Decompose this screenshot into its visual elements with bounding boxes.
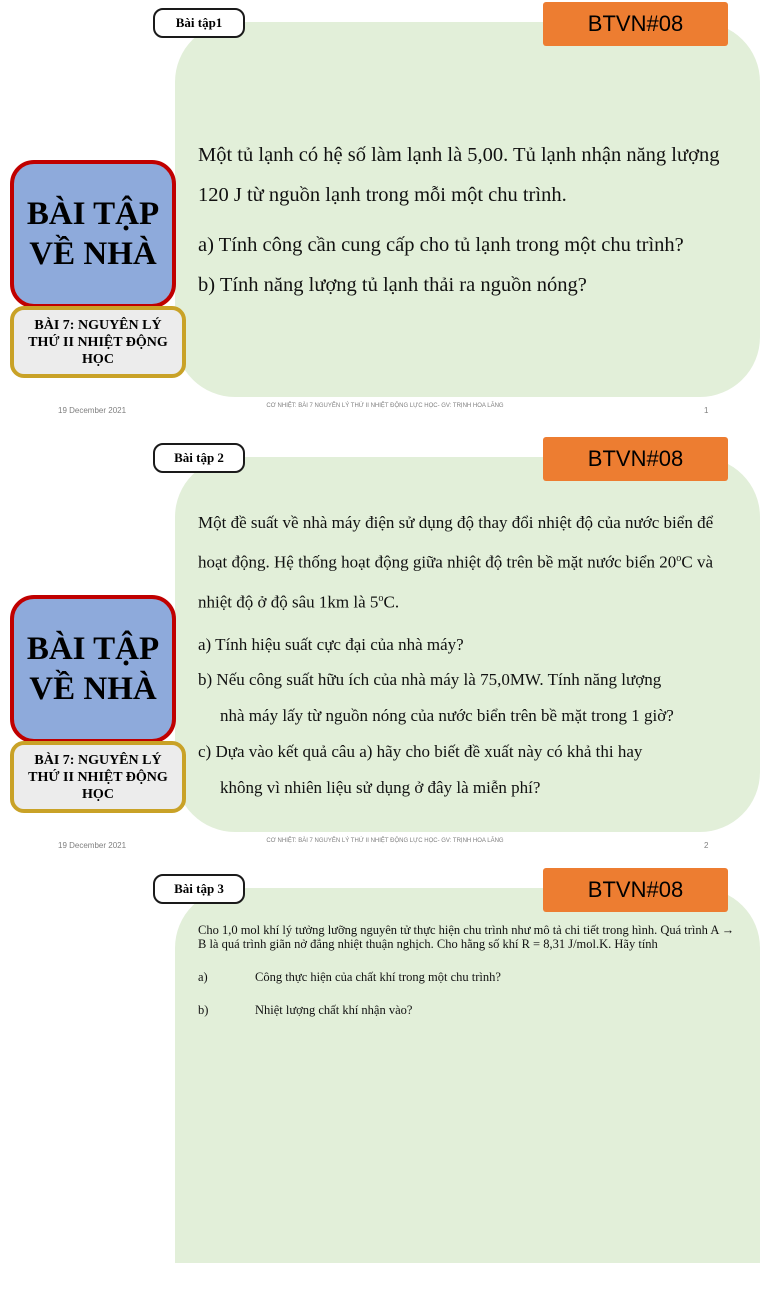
footer-text: CƠ NHIỆT: BÀI 7 NGUYÊN LÝ THỨ II NHIỆT ĐỘNG LỰC HỌC- GV: TRỊNH HOA LĂNG <box>266 403 504 409</box>
homework-line-2: VỀ NHÀ <box>29 236 157 272</box>
question-b-line-1: b) Nếu công suất hữu ích của nhà máy là 75,0MW. Tính năng lượng <box>198 670 662 690</box>
question-c-line-1: c) Dựa vào kết quả câu a) hãy cho biết đề xuất này có khả thi hay <box>198 742 643 762</box>
homework-line-1: BÀI TẬP <box>26 631 160 667</box>
exercise-body <box>198 135 743 305</box>
question-a-label: a) <box>198 970 208 984</box>
footer-date: 19 December 2021 <box>58 841 127 850</box>
exercise-body <box>198 923 738 1017</box>
btvn-badge: BTVN#08 <box>543 2 728 46</box>
question-c-line-2: không vì nhiên liệu sử dụng ở đây là miễn phí? <box>220 778 541 798</box>
footer-date: 19 December 2021 <box>58 406 127 415</box>
footer-text: CƠ NHIỆT: BÀI 7 NGUYÊN LÝ THỨ II NHIỆT ĐỘNG LỰC HỌC- GV: TRỊNH HOA LĂNG <box>266 838 504 844</box>
question-b-label: b) <box>198 1003 209 1017</box>
slide-1 <box>0 0 768 432</box>
exercise-intro: Một đề suất về nhà máy điện sử dụng độ thay đổi nhiệt độ của nước biển để hoạt động. Hệ thống hoạt động giữa nhiệt độ trên bề mặt nước biển 20$^o$C và nhiệt độ ở độ sâu 1km là 5$^o$C. <box>198 513 714 612</box>
exercise-tag: Bài tập 2 <box>153 443 245 473</box>
homework-line-1: BÀI TẬP <box>26 196 160 232</box>
btvn-badge: BTVN#08 <box>543 868 728 912</box>
exercise-tag: Bài tập 3 <box>153 874 245 904</box>
page-number: 2 <box>704 841 709 850</box>
question-a: a) Tính hiệu suất cực đại của nhà máy? <box>198 635 464 655</box>
question-b: b) Tính năng lượng tủ lạnh thải ra nguồn nóng? <box>198 274 587 296</box>
homework-box <box>10 595 176 743</box>
question-a-text: Công thực hiện của chất khí trong một chu trình? <box>255 970 501 984</box>
question-a <box>198 970 738 984</box>
question-b-line-2: nhà máy lấy từ nguồn nóng của nước biển trên bề mặt trong 1 giờ? <box>220 706 674 726</box>
exercise-tag: Bài tập1 <box>153 8 245 38</box>
question-a: a) Tính công cần cung cấp cho tủ lạnh trong một chu trình? <box>198 234 684 256</box>
homework-line-2: VỀ NHÀ <box>29 671 157 707</box>
exercise-intro: Cho 1,0 mol khí lý tưởng lưỡng nguyên tử thực hiện chu trình như mô tả chi tiết trong hình. Quá trình A → B là quá trình giãn nở đẳng nhiệt thuận nghịch. Cho hằng số khí R = 8,31 J/mol.K. Hãy tính <box>198 923 735 951</box>
exercise-body <box>198 505 743 806</box>
btvn-badge: BTVN#08 <box>543 437 728 481</box>
lesson-title: BÀI 7: NGUYÊN LÝ THỨ II NHIỆT ĐỘNG HỌC <box>10 741 186 813</box>
homework-box <box>10 160 176 308</box>
question-b <box>198 1003 738 1017</box>
page-number: 1 <box>704 406 709 415</box>
question-b-text: Nhiệt lượng chất khí nhận vào? <box>255 1003 413 1017</box>
exercise-intro: Một tủ lạnh có hệ số làm lạnh là 5,00. Tủ lạnh nhận năng lượng 120 J từ nguồn lạnh trong mỗi một chu trình. <box>198 144 720 206</box>
lesson-title: BÀI 7: NGUYÊN LÝ THỨ II NHIỆT ĐỘNG HỌC <box>10 306 186 378</box>
